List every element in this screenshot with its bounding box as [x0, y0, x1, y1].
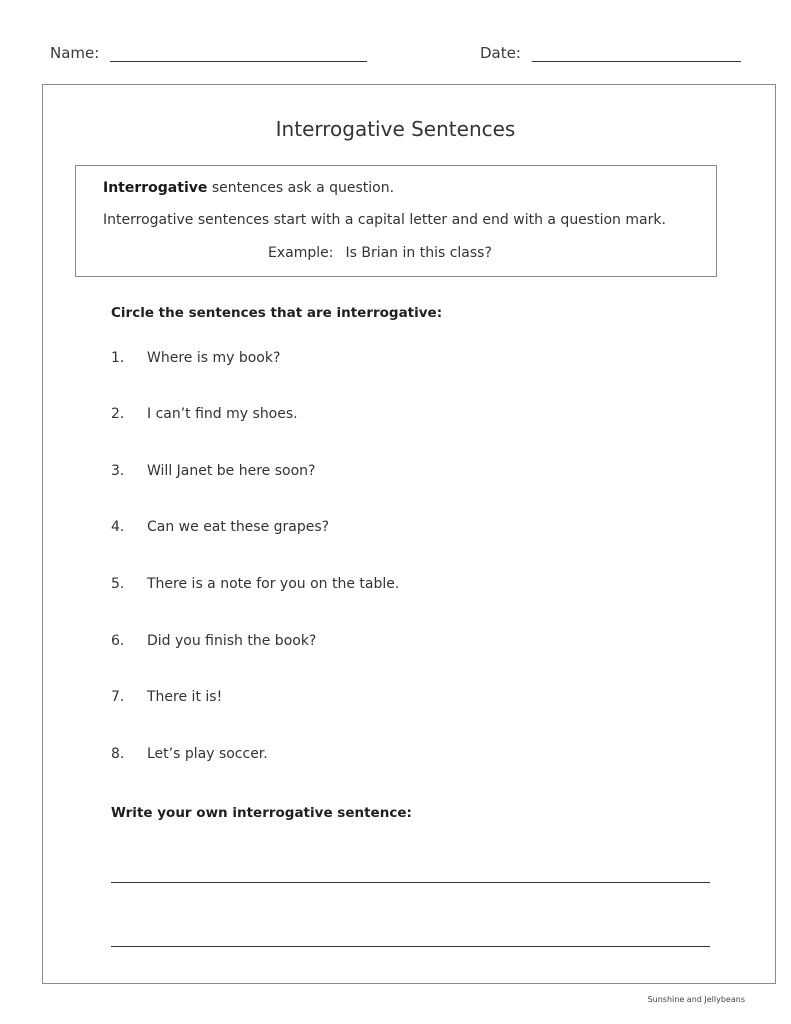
sentence-item[interactable]: [111, 746, 268, 762]
footer-credit: Sunshine and Jellybeans: [647, 995, 745, 1004]
answer-line[interactable]: [111, 946, 710, 947]
circle-instruction: Circle the sentences that are interrogative:: [111, 305, 443, 321]
sentence-item[interactable]: [111, 519, 329, 535]
worksheet-title: Interrogative Sentences: [275, 117, 516, 141]
sentence-item[interactable]: [111, 463, 315, 479]
definition-term: Interrogative: [103, 180, 208, 196]
rule-line: Interrogative sentences start with a capital letter and end with a question mark.: [103, 212, 666, 228]
sentence-number: 5.: [111, 576, 125, 592]
sentence-text: There is a note for you on the table.: [147, 576, 400, 592]
date-label: Date:: [480, 44, 521, 62]
name-label: Name:: [50, 44, 100, 62]
date-input-line[interactable]: [532, 61, 741, 62]
example-label: Example:: [268, 245, 334, 261]
definition-text: sentences ask a question.: [207, 180, 395, 196]
sentence-item[interactable]: [111, 689, 222, 705]
sentence-text: Did you finish the book?: [147, 633, 317, 649]
sentence-number: 6.: [111, 633, 125, 649]
sentence-number: 2.: [111, 406, 125, 422]
name-input-line[interactable]: [110, 61, 367, 62]
example-sentence: Is Brian in this class?: [345, 245, 492, 261]
sentence-number: 8.: [111, 746, 125, 762]
example-line: [268, 245, 492, 261]
sentence-item[interactable]: [111, 633, 316, 649]
sentence-text: Where is my book?: [147, 350, 281, 366]
sentence-number: 1.: [111, 350, 125, 366]
answer-line[interactable]: [111, 882, 710, 883]
sentence-number: 7.: [111, 689, 125, 705]
sentence-text: Let’s play soccer.: [147, 746, 268, 762]
sentence-text: Will Janet be here soon?: [147, 463, 316, 479]
sentence-text: Can we eat these grapes?: [147, 519, 330, 535]
sentence-number: 3.: [111, 463, 125, 479]
sentence-item[interactable]: [111, 576, 399, 592]
sentence-number: 4.: [111, 519, 125, 535]
sentence-text: There it is!: [147, 689, 223, 705]
sentence-item[interactable]: [111, 406, 298, 422]
sentence-text: I can’t find my shoes.: [147, 406, 298, 422]
sentence-item[interactable]: [111, 350, 280, 366]
write-instruction: Write your own interrogative sentence:: [111, 805, 412, 821]
definition-line: [103, 180, 394, 196]
